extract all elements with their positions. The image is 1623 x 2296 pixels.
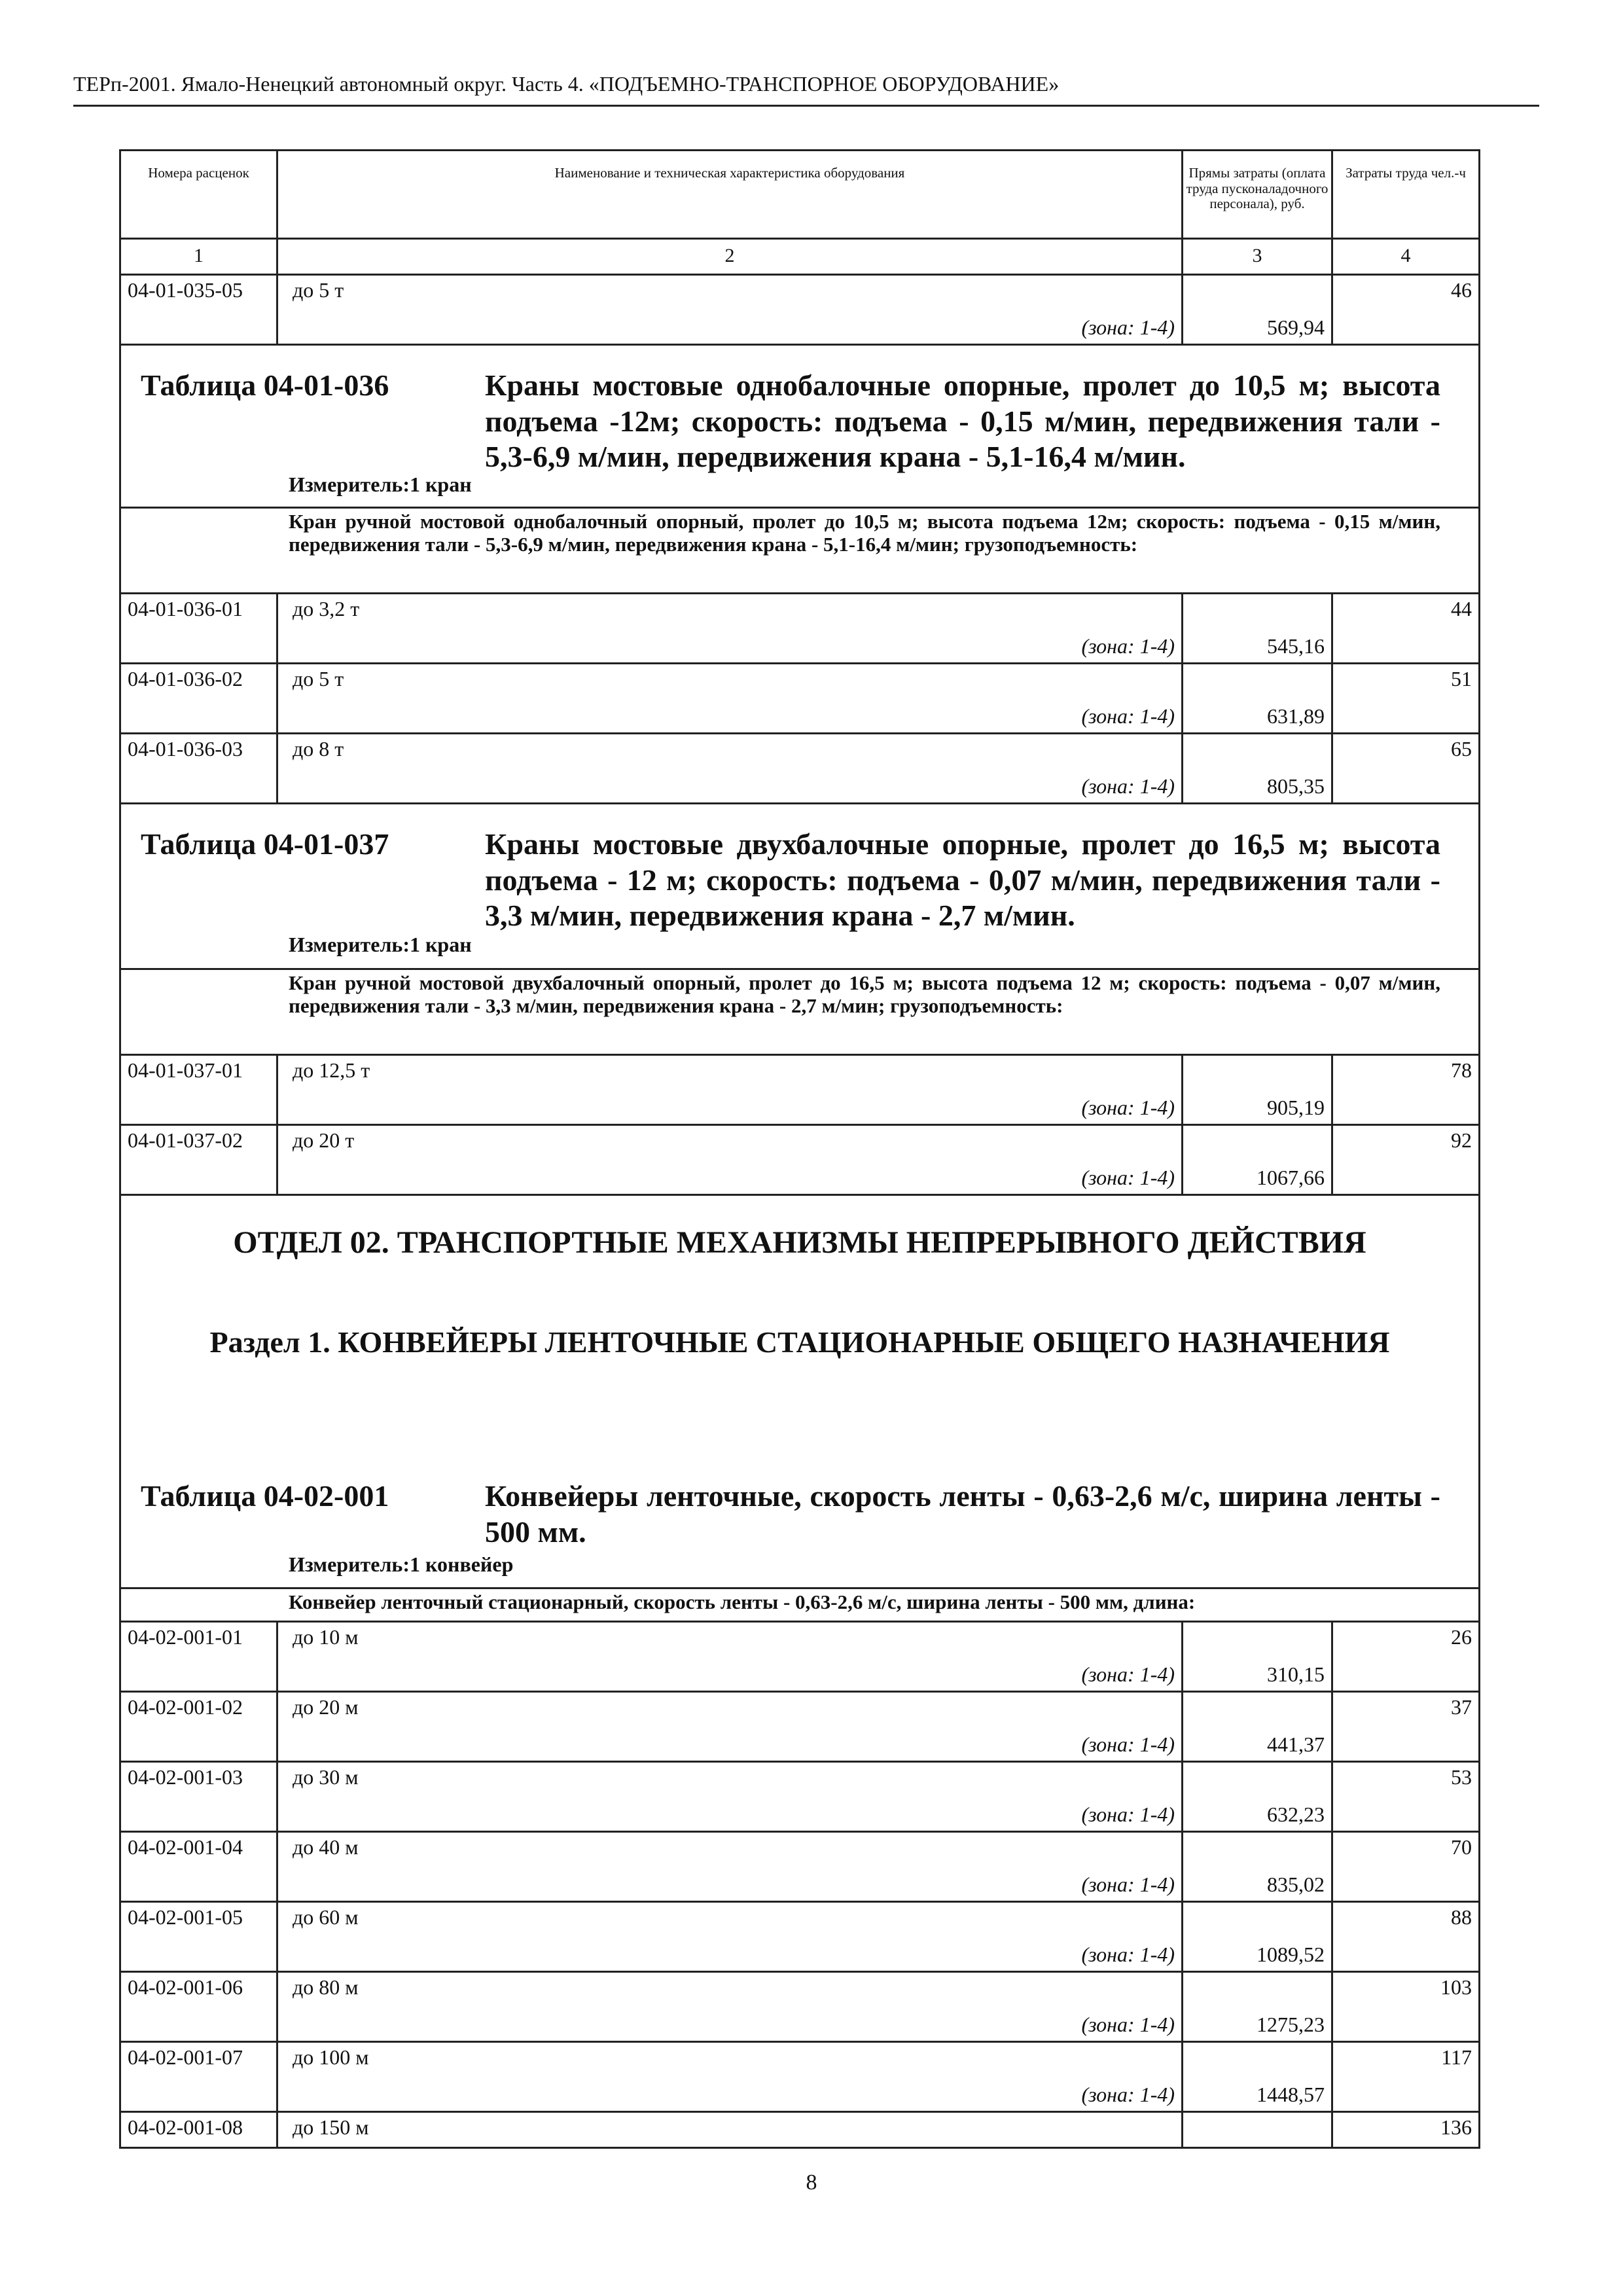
- item-name: до 5 т: [293, 278, 344, 302]
- zone-label: (зона: 1-4): [1081, 1732, 1175, 1756]
- price-value: 632,23: [1267, 1803, 1325, 1826]
- price-value: 1067,66: [1257, 1166, 1325, 1189]
- header-col-labor: Затраты труда чел.-ч: [1346, 165, 1466, 181]
- table-row: [121, 1124, 1478, 1194]
- table-row: [121, 1054, 1478, 1124]
- running-header: ТЕРп-2001. Ямало-Ненецкий автономный округ. Часть 4. «ПОДЪЕМНО-ТРАНСПОРНОЕ ОБОРУДОВАНИЕ»: [73, 72, 1060, 96]
- price-value: 631,89: [1267, 704, 1325, 728]
- table-row: [121, 732, 1478, 802]
- header-col-codes: Номера расценок: [121, 151, 278, 238]
- table-row: [121, 1621, 1478, 1691]
- item-name: до 100 м: [293, 2045, 369, 2069]
- item-name: до 150 м: [293, 2115, 369, 2139]
- table-row: [121, 2111, 1478, 2147]
- table-title-block: [121, 802, 1478, 968]
- item-name: до 8 т: [293, 737, 344, 761]
- item-name: до 20 т: [293, 1128, 355, 1152]
- column-number: 1: [121, 240, 278, 274]
- table-row: [121, 662, 1478, 732]
- column-number: 2: [278, 240, 1183, 274]
- table-row: [121, 592, 1478, 662]
- header-rule: [73, 105, 1539, 107]
- labor-value: 103: [1440, 1975, 1472, 1999]
- rate-code: 04-01-037-02: [121, 1126, 278, 1194]
- section-heading-block: [121, 1194, 1478, 1587]
- labor-value: 65: [1451, 737, 1472, 761]
- price-value: 310,15: [1267, 1662, 1325, 1686]
- labor-value: 46: [1451, 278, 1472, 302]
- rate-code: 04-02-001-06: [121, 1973, 278, 2041]
- table-row: [121, 1901, 1478, 1971]
- table-header-row: [121, 149, 1478, 238]
- labor-value: 44: [1451, 597, 1472, 620]
- zone-label: (зона: 1-4): [1081, 2083, 1175, 2106]
- price-value: 569,94: [1267, 315, 1325, 339]
- zone-label: (зона: 1-4): [1081, 2013, 1175, 2036]
- zone-label: (зона: 1-4): [1081, 1943, 1175, 1966]
- rate-code: 04-02-001-02: [121, 1693, 278, 1761]
- labor-value: 51: [1451, 667, 1472, 691]
- table-row: [121, 1761, 1478, 1831]
- rate-code: 04-01-036-03: [121, 734, 278, 802]
- table-description: Конвейер ленточный стационарный, скорость ленты - 0,63-2,6 м/с, ширина ленты - 500 мм, длина:: [121, 1587, 1478, 1621]
- rate-code: 04-02-001-03: [121, 1763, 278, 1831]
- price-value: 805,35: [1267, 774, 1325, 798]
- item-name: до 10 м: [293, 1625, 359, 1649]
- table-measure: Измеритель:1 кран: [289, 933, 472, 956]
- column-number: 3: [1183, 240, 1333, 274]
- zone-label: (зона: 1-4): [1081, 774, 1175, 798]
- item-name: до 5 т: [293, 667, 344, 691]
- zone-label: (зона: 1-4): [1081, 1096, 1175, 1119]
- rate-code: 04-02-001-07: [121, 2043, 278, 2111]
- page-number: 8: [806, 2170, 817, 2195]
- labor-value: 92: [1451, 1128, 1472, 1152]
- labor-value: 53: [1451, 1765, 1472, 1789]
- labor-value: 88: [1451, 1905, 1472, 1929]
- labor-value: 136: [1440, 2115, 1472, 2139]
- labor-value: 70: [1451, 1835, 1472, 1859]
- rate-code: 04-02-001-04: [121, 1833, 278, 1901]
- rate-code: 04-01-036-01: [121, 594, 278, 662]
- header-col-name: Наименование и техническая характеристика оборудования: [278, 151, 1183, 238]
- item-name: до 20 м: [293, 1695, 359, 1719]
- table-title: Конвейеры ленточные, скорость ленты - 0,63-2,6 м/с, ширина ленты - 500 мм.: [485, 1479, 1440, 1549]
- table-title: Краны мостовые однобалочные опорные, пролет до 10,5 м; высота подъема -12м; скорость: подъема - 0,15 м/мин, передвижения тали - 5,3-6,9 м/мин, передвижения крана - 5,1-16,4 м/мин.: [485, 368, 1440, 474]
- price-value: 1275,23: [1257, 2013, 1325, 2036]
- price-table: [119, 149, 1480, 2149]
- price-value: 835,02: [1267, 1873, 1325, 1896]
- table-row: [121, 2041, 1478, 2111]
- rate-code: 04-02-001-08: [121, 2113, 278, 2147]
- item-name: до 3,2 т: [293, 597, 360, 620]
- table-title: Краны мостовые двухбалочные опорные, пролет до 16,5 м; высота подъема - 12 м; скорость: подъема - 0,07 м/мин, передвижения тали - 3,3 м/мин, передвижения крана - 2,7 м/мин.: [485, 827, 1440, 933]
- column-number-row: [121, 238, 1478, 274]
- section-heading: Раздел 1. КОНВЕЙЕРЫ ЛЕНТОЧНЫЕ СТАЦИОНАРНЫЕ ОБЩЕГО НАЗНАЧЕНИЯ: [209, 1325, 1390, 1359]
- zone-label: (зона: 1-4): [1081, 1166, 1175, 1189]
- item-name: до 40 м: [293, 1835, 359, 1859]
- table-title-block: [121, 344, 1478, 507]
- rate-code: 04-01-037-01: [121, 1056, 278, 1124]
- rate-code: 04-02-001-05: [121, 1903, 278, 1971]
- price-value: 441,37: [1267, 1732, 1325, 1756]
- zone-label: (зона: 1-4): [1081, 315, 1175, 339]
- price-value: 545,16: [1267, 634, 1325, 658]
- zone-label: (зона: 1-4): [1081, 1873, 1175, 1896]
- zone-label: (зона: 1-4): [1081, 1803, 1175, 1826]
- rate-code: 04-01-035-05: [121, 276, 278, 344]
- zone-label: (зона: 1-4): [1081, 634, 1175, 658]
- table-description: Кран ручной мостовой двухбалочный опорный, пролет до 16,5 м; высота подъема 12 м; скорость: подъема - 0,07 м/мин, передвижения тали - 3,3 м/мин, передвижения крана - 2,7 м/мин; грузоподъемность:: [121, 968, 1478, 1054]
- rate-code: 04-01-036-02: [121, 664, 278, 732]
- table-row: [121, 1971, 1478, 2041]
- table-number: Таблица 04-01-037: [141, 827, 389, 861]
- labor-value: 78: [1451, 1058, 1472, 1082]
- price-value: 1448,57: [1257, 2083, 1325, 2106]
- item-name: до 60 м: [293, 1905, 359, 1929]
- table-measure: Измеритель:1 конвейер: [289, 1552, 514, 1576]
- table-row: [121, 1831, 1478, 1901]
- table-description: Кран ручной мостовой однобалочный опорный, пролет до 10,5 м; высота подъема 12м; скорость: подъема - 0,15 м/мин, передвижения тали - 5,3-6,9 м/мин, передвижения крана - 5,1-16,4 м/мин; грузоподъемность:: [121, 507, 1478, 592]
- labor-value: 117: [1441, 2045, 1472, 2069]
- item-name: до 12,5 т: [293, 1058, 370, 1082]
- rate-code: 04-02-001-01: [121, 1623, 278, 1691]
- table-measure: Измеритель:1 кран: [289, 473, 472, 496]
- labor-value: 37: [1451, 1695, 1472, 1719]
- header-col-direct-costs: Прямы затраты (оплата труда пусконаладочного персонала), руб.: [1183, 151, 1333, 238]
- item-name: до 80 м: [293, 1975, 359, 1999]
- column-number: 4: [1400, 245, 1411, 266]
- price-value: 1089,52: [1257, 1943, 1325, 1966]
- zone-label: (зона: 1-4): [1081, 1662, 1175, 1686]
- table-number: Таблица 04-01-036: [141, 368, 389, 402]
- department-heading: ОТДЕЛ 02. ТРАНСПОРТНЫЕ МЕХАНИЗМЫ НЕПРЕРЫВНОГО ДЕЙСТВИЯ: [233, 1225, 1366, 1260]
- table-row: [121, 1691, 1478, 1761]
- table-number: Таблица 04-02-001: [141, 1479, 389, 1513]
- price-value: 905,19: [1267, 1096, 1325, 1119]
- item-name: до 30 м: [293, 1765, 359, 1789]
- table-row: [121, 274, 1478, 344]
- zone-label: (зона: 1-4): [1081, 704, 1175, 728]
- labor-value: 26: [1451, 1625, 1472, 1649]
